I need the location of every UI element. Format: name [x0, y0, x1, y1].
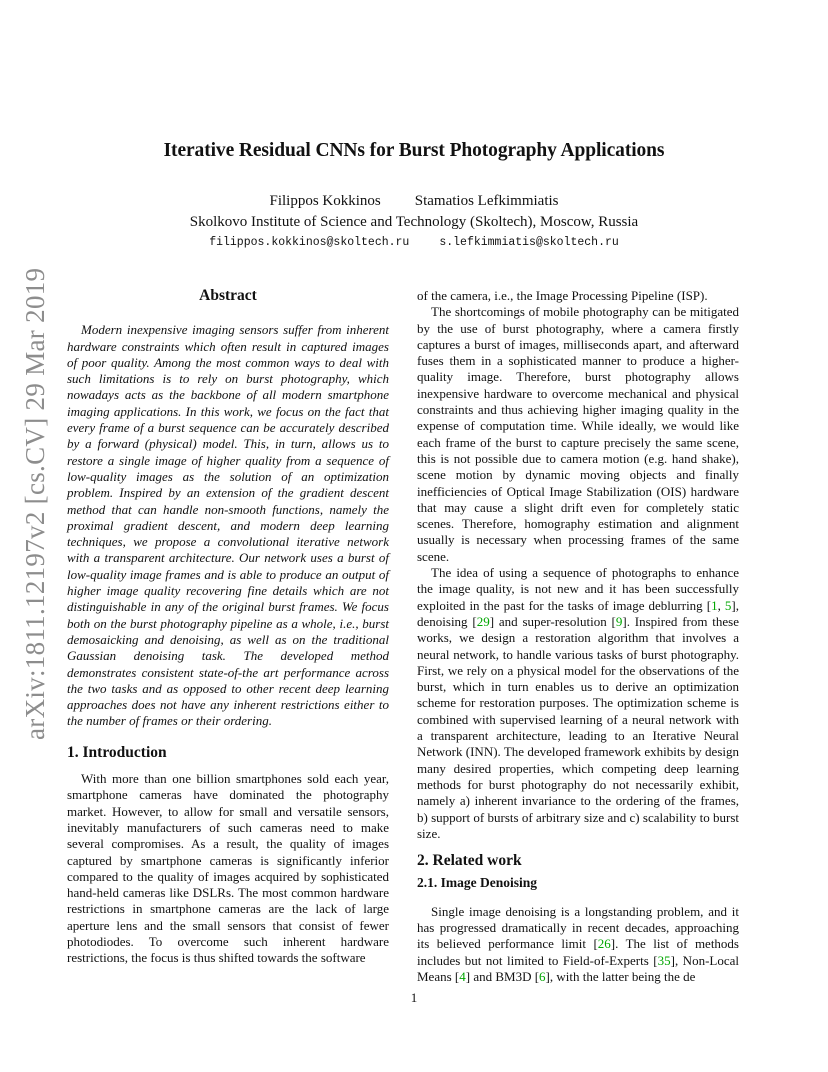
citation-link[interactable]: 26 — [597, 936, 611, 952]
body-paragraph: The shortcomings of mobile photography can be mitigated by the use of burst photography, where a camera firstly captures a burst of images, milliseconds apart, and afterward fuses them in a sophisticated manner to produce a higher-quality image. Therefore, burst photography allows inexpensive hardware to overcome mechanical and physical constraints and thus achieving higher imaging quality in the expense of computation time. While ideally, we would like each frame of the burst to capture precisely the same scene, this is not possible due to camera motion (e.g. hand shake), scene motion by dynamic moving objects and finally inefficiencies of Optical Image Stabilization (OIS) hardware that may cause a slight drift even for completely static scenes. Therefore, homography estimation and alignment usually is necessary when processing frames of the same scene. — [417, 304, 739, 564]
affiliation: Skolkovo Institute of Science and Technology (Skoltech), Moscow, Russia — [189, 214, 639, 230]
author-line — [0, 193, 828, 210]
text-run: ], with the latter being the de — [545, 968, 696, 984]
subsection-heading: 2.1. Image Denoising — [417, 875, 538, 891]
citation-link[interactable]: 5 — [724, 597, 732, 613]
related-work-heading: 2. Related work — [417, 852, 522, 870]
body-paragraph: With more than one billion smartphones sold each year, smartphone cameras have dominated the photography market. However, to allow for small and versatile sensors, inevitably manufacturers of such cameras need to make several compromises. As a result, the quality of images captured by smartphone cameras is significantly inferior compared to the quality of images acquired by sophisticated hand-held cameras like DSLRs. The most common hardware restrictions in smartphone cameras are the lack of large aperture lens and the small sensors that consist of fewer photodiodes. To overcome such inherent hardware restrictions, the focus is thus shifted towards the software — [67, 771, 389, 966]
arxiv-stamp: arXiv:1811.12197v2 [cs.CV] 29 Mar 2019 — [20, 267, 50, 740]
citation-link[interactable]: 9 — [615, 613, 623, 629]
left-column — [67, 288, 389, 967]
paper-title: Iterative Residual CNNs for Burst Photography Applications — [163, 140, 665, 161]
citation-link[interactable]: 29 — [476, 613, 490, 629]
citation-link[interactable]: 1 — [711, 597, 718, 613]
text-run: , — [717, 597, 725, 613]
author-email: s.lefkimmiatis@skoltech.ru — [439, 236, 619, 249]
text-run: ], denoising [ — [417, 597, 739, 629]
citation-link[interactable]: 35 — [657, 952, 671, 968]
abstract-heading: Abstract — [199, 287, 257, 304]
citation-link[interactable]: 6 — [539, 968, 546, 984]
text-run: The idea of using a sequence of photographs to enhance the image quality, is not new and it has been successfully exploited in the past for the tasks of image deblurring [ — [417, 565, 739, 613]
text-run: Single image denoising is a longstanding problem, and it has progressed dramatically in recent decades, approaching its believed performance limit [ — [417, 903, 739, 952]
author-name: Stamatios Lefkimmiatis — [414, 193, 559, 209]
text-run: ] and BM3D [ — [465, 968, 540, 984]
abstract-text: Modern inexpensive imaging sensors suffer from inherent hardware constraints which often result in captured images of poor quality. Among the most common ways to deal with such limitations is to rely on burst photography, which nowadays acts as the backbone of all modern smartphone imaging applications. In this work, we focus on the fact that every frame of a burst sequence can be accurately described by a forward (physical) model. This, in turn, allows us to restore a single image of higher quality from a sequence of low-quality images as the solution of an optimization problem. Inspired by an extension of the gradient descent method that can handle non-smooth functions, namely the proximal gradient descent, and modern deep learning techniques, we propose a convolutional iterative network with a transparent architecture. Our network uses a burst of low-quality image frames and is able to produce an output of higher image quality recovering fine details which are not distinguishable in any of the original burst frames. We focus both on the burst photography pipeline as a whole, i.e., burst demosaicking and denoising, as well as on the traditional Gaussian denoising task. The developed method demonstrates consistent state-of-the art performance across the two tasks and as opposed to other recent deep learning approaches does not have any inherent restrictions either to the number of frames or their ordering. — [67, 322, 389, 729]
text-run: ]. Inspired from these works, we design a restoration algorithm that involves a neural network, to handle various tasks of burst photography. First, we rely on a physical model for the observations of the burst, which in turn enables us to derive an optimization scheme for restoration purposes. The optimization scheme is combined with supervised learning of a neural network with a transparent architecture, leading to an Iterative Neural Network (INN). The developed framework exhibits by design many desired properties, which competing deep learning methods for burst photography do not necessarily exhibit, namely a) inherent invariance to the ordering of the frames, b) support of bursts of arbitrary size and c) scalability to burst size. — [417, 613, 739, 841]
body-paragraph: of the camera, i.e., the Image Processing Pipeline (ISP). — [417, 288, 708, 303]
body-paragraph — [417, 565, 739, 842]
email-line — [0, 236, 828, 249]
page-number: 1 — [410, 990, 418, 1005]
text-run: ], Non-Local Means [ — [417, 952, 739, 984]
text-run: ]. The list of methods includes but not limited to Field-of-Experts [ — [417, 936, 739, 968]
body-paragraph — [417, 904, 739, 985]
text-run: ] and super-resolution [ — [489, 613, 616, 629]
citation-link[interactable]: 4 — [459, 968, 466, 984]
author-name: Filippos Kokkinos — [269, 193, 381, 209]
author-email: filippos.kokkinos@skoltech.ru — [209, 236, 410, 249]
introduction-heading: 1. Introduction — [67, 743, 167, 761]
right-column — [417, 288, 739, 985]
